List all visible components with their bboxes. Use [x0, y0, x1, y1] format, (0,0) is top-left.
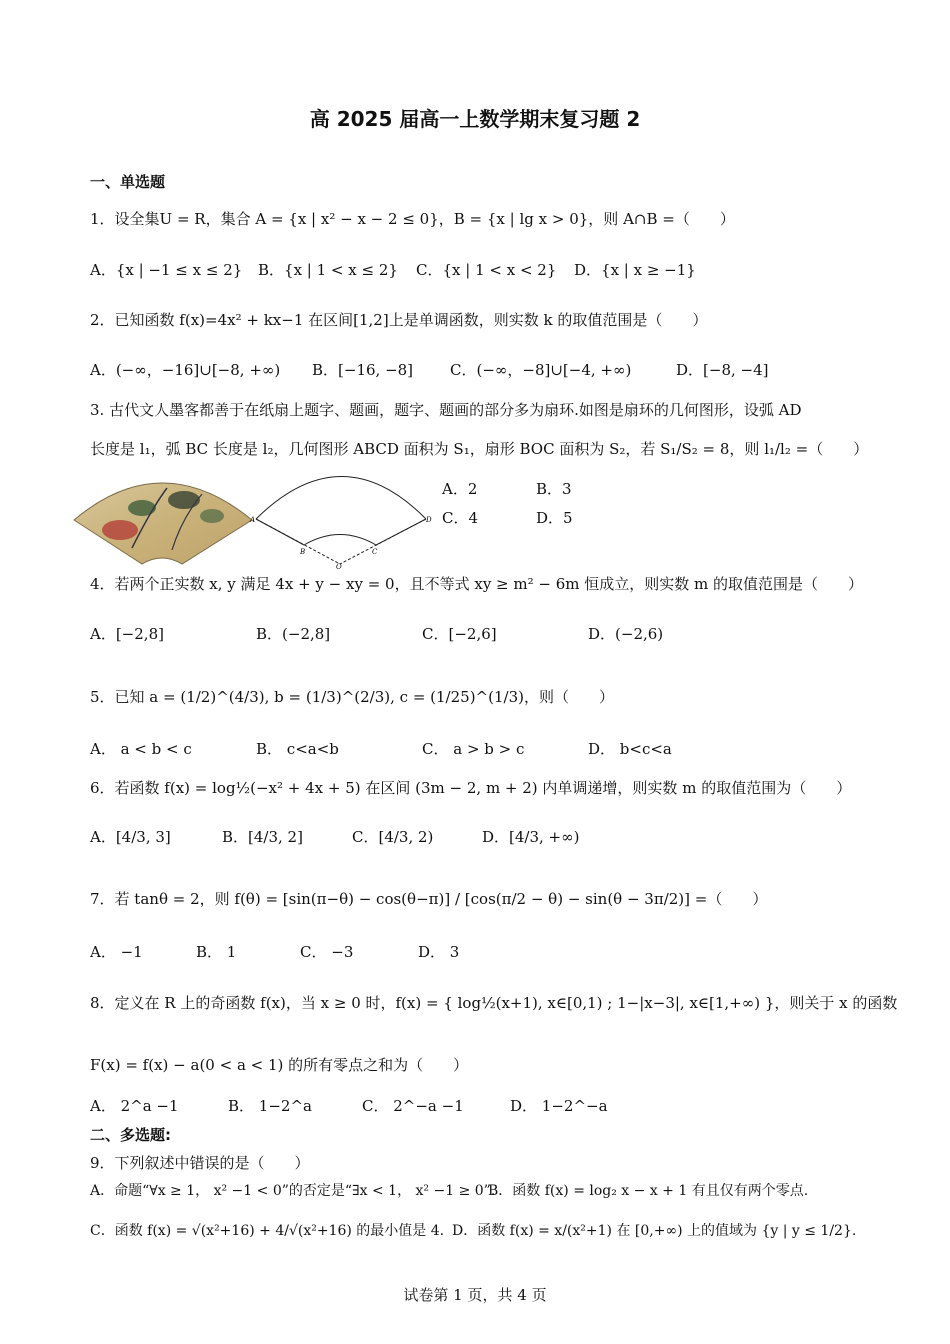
question-7-option-a: A． −1 — [90, 943, 143, 961]
question-3-stem-line2: 长度是 l₁，弧 BC 长度是 l₂，几何图形 ABCD 面积为 S₁，扇形 BOC 面积为 S₂，若 S₁/S₂ = 8，则 l₁/l₂ =（ ） — [90, 440, 869, 458]
question-7-stem: 7．若 tanθ = 2，则 f(θ) = [sin(π−θ) − cos(θ−π)] / [cos(π/2 − θ) − sin(θ − 3π/2)] =（ ） — [90, 890, 768, 908]
question-3-option-d: D．5 — [536, 509, 573, 527]
question-9-option-b: B．函数 f(x) = log₂ x − x + 1 有且仅有两个零点. — [488, 1183, 809, 1199]
question-1-option-a: A．{x | −1 ≤ x ≤ 2} — [90, 261, 243, 279]
question-7-option-b: B． 1 — [196, 943, 237, 961]
question-6-option-d: D．[4/3, +∞) — [482, 828, 580, 846]
question-5-option-d: D． b<c<a — [588, 740, 672, 758]
question-6-option-b: B．[4/3, 2] — [222, 828, 303, 846]
question-5-stem: 5．已知 a = (1/2)^(4/3), b = (1/3)^(2/3), c = (1/25)^(1/3)，则（ ） — [90, 688, 614, 706]
page-footer: 试卷第 1 页，共 4 页 — [403, 1286, 547, 1304]
question-9-option-d: D．函数 f(x) = x/(x²+1) 在 [0,+∞) 上的值域为 {y | y ≤ 1/2}. — [452, 1223, 857, 1239]
question-2-option-c: C．(−∞，−8]∪[−4, +∞) — [450, 361, 632, 379]
question-4-option-a: A．[−2,8] — [90, 625, 164, 643]
question-2-stem: 2．已知函数 f(x)=4x² + kx−1 在区间[1,2]上是单调函数，则实数 k 的取值范围是（ ） — [90, 311, 708, 329]
section-multiple-choice: 二、多选题: — [90, 1126, 171, 1144]
question-5-option-b: B． c<a<b — [256, 740, 339, 758]
question-4-option-d: D．(−2,6) — [588, 625, 664, 643]
question-2-option-a: A．(−∞，−16]∪[−8, +∞) — [90, 361, 281, 379]
diagram-label-b: B — [300, 548, 306, 556]
diagram-label-c: C — [372, 548, 378, 556]
question-1-option-d: D．{x | x ≥ −1} — [574, 261, 696, 279]
sector-ring-diagram — [248, 470, 438, 570]
question-5-option-a: A． a < b < c — [90, 740, 192, 758]
question-2-option-d: D．[−8, −4] — [676, 361, 769, 379]
diagram-label-d: D — [426, 516, 432, 524]
question-8-option-b: B． 1−2^a — [228, 1097, 312, 1115]
question-4-stem: 4．若两个正实数 x, y 满足 4x + y − xy = 0，且不等式 xy ≥ m² − 6m 恒成立，则实数 m 的取值范围是（ ） — [90, 575, 864, 593]
question-9-option-c: C．函数 f(x) = √(x²+16) + 4/√(x²+16) 的最小值是 4. — [90, 1223, 445, 1239]
diagram-label-a: A — [250, 516, 256, 524]
question-1-option-c: C．{x | 1 < x < 2} — [416, 261, 557, 279]
question-3-option-a: A．2 — [442, 480, 478, 498]
question-8-stem-line1: 8．定义在 R 上的奇函数 f(x)，当 x ≥ 0 时，f(x) = { log½(x+1), x∈[0,1) ; 1−|x−3|, x∈[1,+∞) }，则关于 x 的函数 — [90, 994, 898, 1012]
question-9-option-a: A．命题“∀x ≥ 1， x² −1 < 0”的否定是“∃x < 1， x² −1 ≥ 0”. — [90, 1183, 496, 1199]
question-6-option-c: C．[4/3, 2) — [352, 828, 434, 846]
question-2-option-b: B．[−16, −8] — [312, 361, 414, 379]
question-4-option-c: C．[−2,6] — [422, 625, 497, 643]
question-9-stem: 9．下列叙述中错误的是（ ） — [90, 1154, 310, 1172]
question-7-option-c: C． −3 — [300, 943, 354, 961]
question-6-stem: 6．若函数 f(x) = log½(−x² + 4x + 5) 在区间 (3m − 2, m + 2) 内单调递增，则实数 m 的取值范围为（ ） — [90, 779, 852, 797]
question-3-option-c: C．4 — [442, 509, 479, 527]
question-8-stem-line2: F(x) = f(x) − a(0 < a < 1) 的所有零点之和为（ ） — [90, 1056, 469, 1074]
question-4-option-b: B．(−2,8] — [256, 625, 331, 643]
diagram-label-o: O — [336, 563, 342, 570]
question-3-stem-line1: 3. 古代文人墨客都善于在纸扇上题字、题画，题字、题画的部分多为扇环.如图是扇环的几何图形，设弧 AD — [90, 401, 802, 419]
question-3-option-b: B．3 — [536, 480, 572, 498]
question-8-option-c: C． 2^−a −1 — [362, 1097, 464, 1115]
page-title: 高 2025 届高一上数学期末复习题 2 — [309, 107, 641, 131]
question-1-option-b: B．{x | 1 < x ≤ 2} — [258, 261, 398, 279]
question-8-option-d: D． 1−2^−a — [510, 1097, 608, 1115]
question-1-stem: 1．设全集U = R，集合 A = {x | x² − x − 2 ≤ 0}，B = {x | lg x > 0}，则 A∩B =（ ） — [90, 210, 735, 228]
question-7-option-d: D． 3 — [418, 943, 460, 961]
section-single-choice: 一、单选题 — [90, 173, 166, 191]
question-5-option-c: C． a > b > c — [422, 740, 525, 758]
question-6-option-a: A．[4/3, 3] — [90, 828, 171, 846]
question-8-option-a: A． 2^a −1 — [90, 1097, 179, 1115]
folding-fan-painting-image — [72, 468, 254, 566]
